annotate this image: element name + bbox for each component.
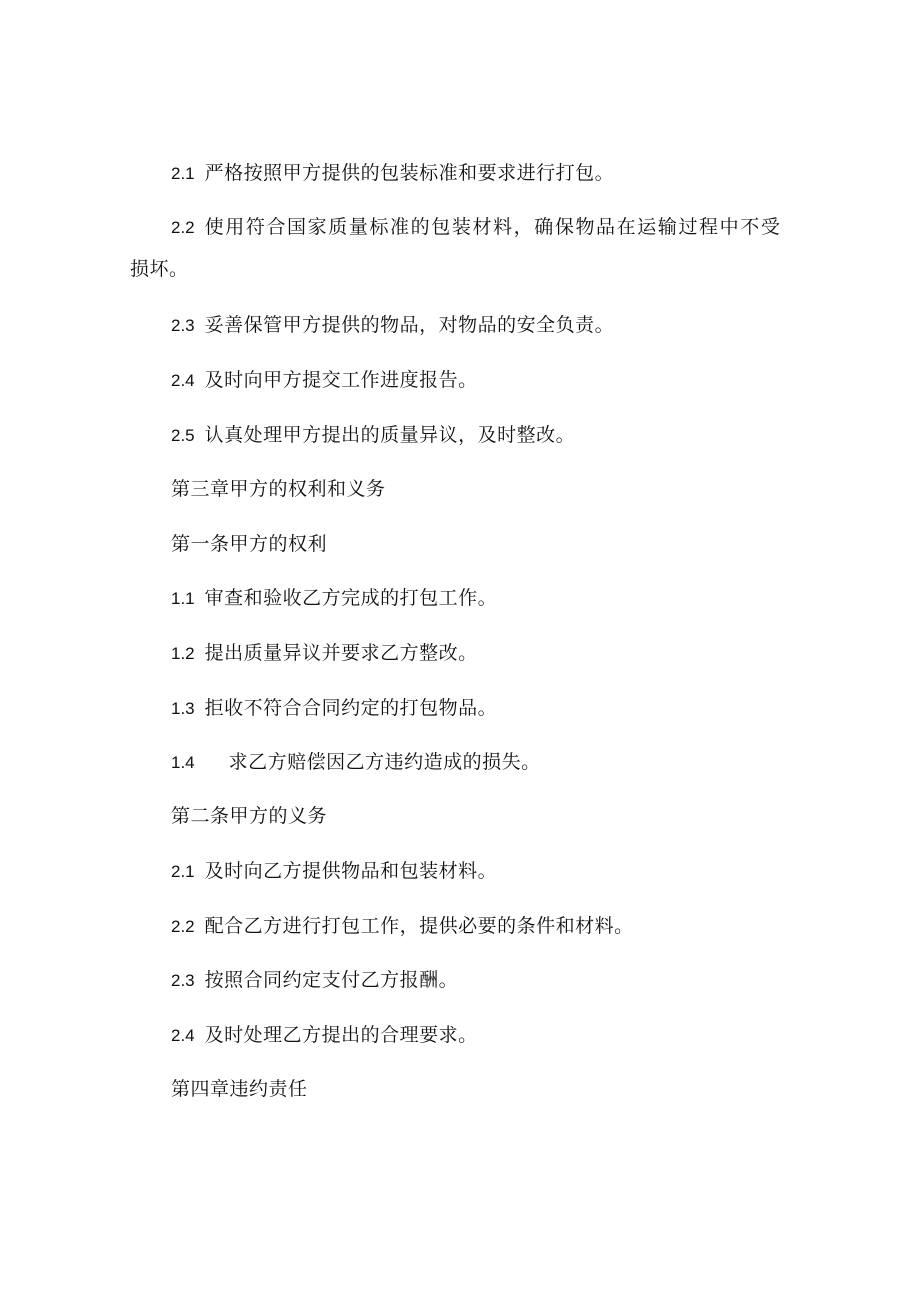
chapter-heading-text: 第三章甲方的权利和义务: [171, 478, 386, 500]
clause-text: 及时向甲方提交工作进度报告。: [204, 369, 478, 391]
clause-number: 1.4: [171, 753, 195, 772]
clause-continuation: [130, 256, 189, 282]
clause-line: [171, 312, 614, 339]
clause-line: [171, 160, 614, 187]
clause-text: 求乙方赔偿因乙方违约造成的损失。: [228, 751, 541, 773]
clause-line: [171, 967, 458, 994]
article-heading: [171, 803, 327, 829]
clause-number: 2.5: [171, 426, 195, 445]
clause-line: [171, 695, 497, 722]
clause-number: 2.4: [171, 1026, 195, 1045]
clause-text: 及时向乙方提供物品和包装材料。: [204, 860, 498, 882]
clause-number: 2.2: [171, 917, 195, 936]
clause-number: 1.1: [171, 589, 195, 608]
clause-text: 严格按照甲方提供的包装标准和要求进行打包。: [204, 162, 615, 184]
clause-number: 1.2: [171, 644, 195, 663]
chapter-heading: [171, 1076, 308, 1102]
clause-number: 2.2: [171, 218, 195, 237]
article-heading-text: 第一条甲方的权利: [171, 533, 328, 555]
clause-text: 按照合同约定支付乙方报酬。: [204, 969, 459, 991]
clause-number: 2.3: [171, 971, 195, 990]
chapter-heading-text: 第四章违约责任: [171, 1078, 308, 1100]
clause-text: 及时处理乙方提出的合理要求。: [204, 1024, 478, 1046]
clause-text: 配合乙方进行打包工作，提供必要的条件和材料。: [204, 915, 634, 937]
clause-line: [171, 585, 497, 612]
clause-text: 提出质量异议并要求乙方整改。: [204, 642, 478, 664]
clause-line: [171, 749, 541, 776]
clause-line: [171, 1022, 478, 1049]
clause-line: [171, 913, 634, 940]
clause-line: [171, 367, 478, 394]
clause-number: 2.4: [171, 371, 195, 390]
chapter-heading: [171, 476, 386, 502]
clause-text: 妥善保管甲方提供的物品，对物品的安全负责。: [204, 314, 615, 336]
clause-text: 损坏。: [130, 258, 189, 280]
article-heading: [171, 531, 327, 557]
clause-text: 认真处理甲方提出的质量异议，及时整改。: [204, 424, 576, 446]
clause-number: 2.1: [171, 862, 195, 881]
clause-line: [171, 422, 575, 449]
clause-text: 审查和验收乙方完成的打包工作。: [204, 587, 498, 609]
clause-line: [171, 214, 781, 241]
clause-number: 2.1: [171, 164, 195, 183]
article-heading-text: 第二条甲方的义务: [171, 805, 328, 827]
clause-line: [171, 640, 478, 667]
clause-number: 2.3: [171, 316, 195, 335]
clause-number: 1.3: [171, 699, 195, 718]
clause-line: [171, 858, 497, 885]
clause-text: 拒收不符合合同约定的打包物品。: [204, 697, 498, 719]
clause-text: 使用符合国家质量标准的包装材料，确保物品在运输过程中不受: [204, 216, 782, 238]
